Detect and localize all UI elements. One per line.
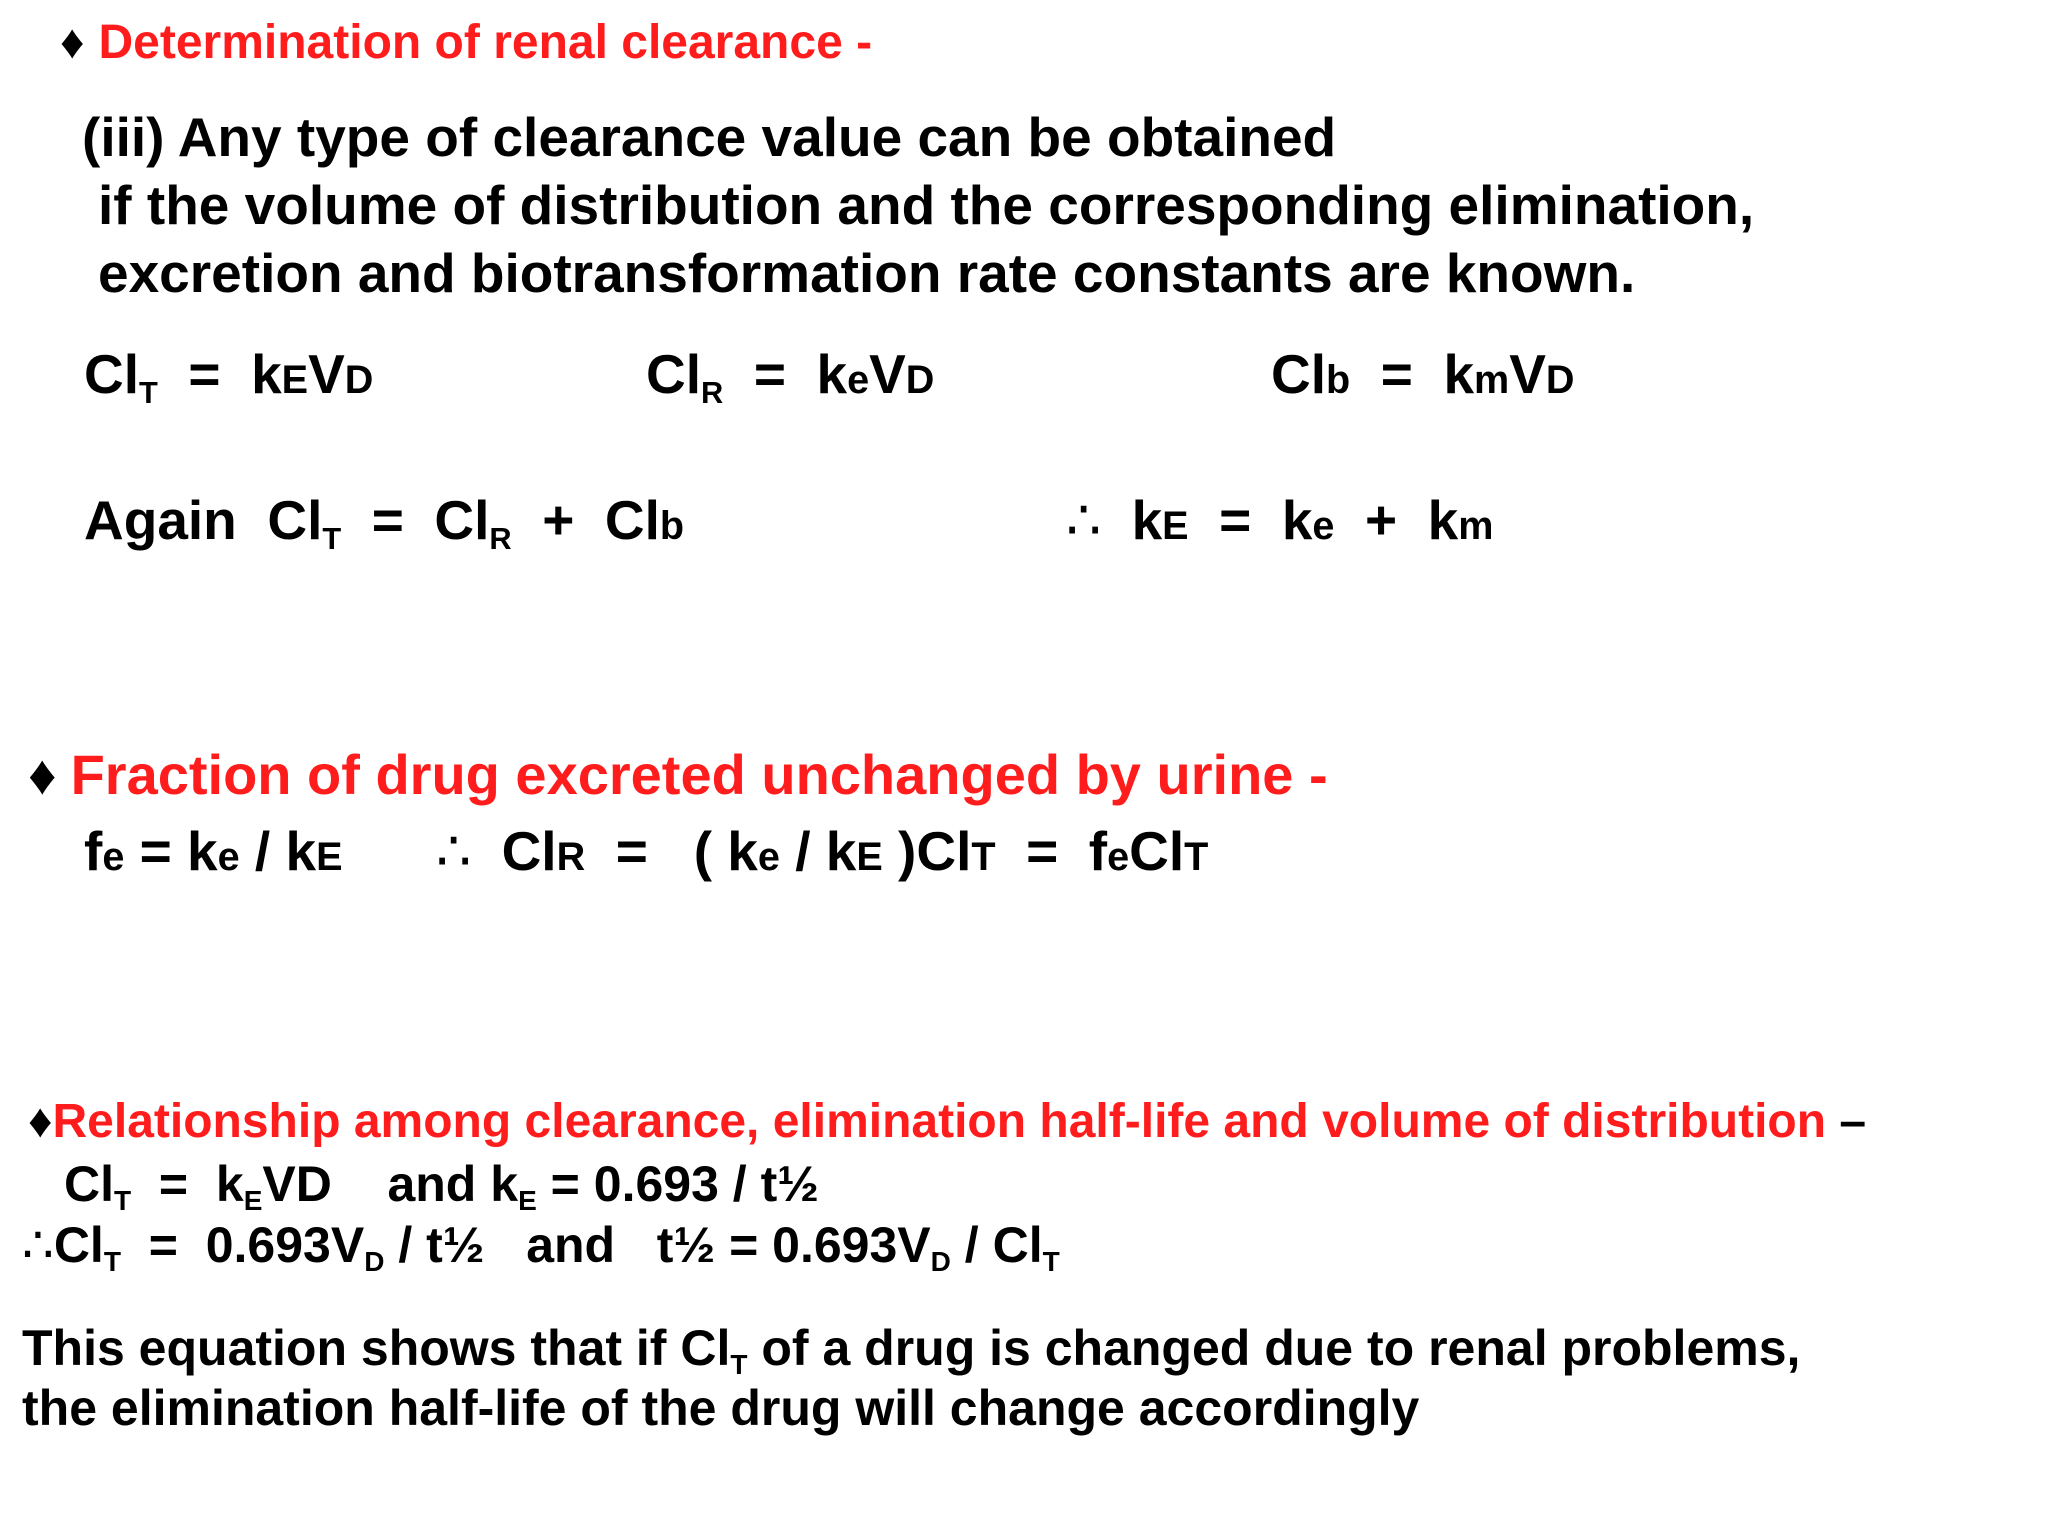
equation-biotransformation-clearance: Clb = kmVD	[1271, 343, 1575, 405]
diamond-bullet-icon: ♦	[28, 1095, 53, 1148]
point-line-1: (iii) Any type of clearance value can be obtained	[82, 106, 1337, 168]
equation-rate-constants: ∴ kE = ke + km	[1066, 488, 1494, 552]
diamond-bullet-icon: ♦	[28, 743, 57, 806]
equation-renal-from-fraction: ∴ ClR = ( ke / kE )ClT = feClT	[436, 819, 1209, 883]
point-line-3: excretion and biotransformation rate constants are known.	[98, 242, 1636, 304]
point-line-2: if the volume of distribution and the corresponding elimination,	[98, 174, 1755, 236]
equation-renal-clearance: $Cl_R$ = keVD	[646, 343, 935, 410]
heading-dash: –	[1839, 1095, 1867, 1148]
conclusion-line-1: This equation shows that if $Cl_T$ of a drug is changed due to renal problems,	[22, 1320, 1801, 1380]
conclusion-line-2: the elimination half-life of the drug will change accordingly	[22, 1380, 1420, 1436]
therefore-icon: ∴	[22, 1216, 54, 1274]
heading-text: Fraction of drug excreted unchanged by urine -	[70, 743, 1328, 806]
renal-clearance-heading	[60, 16, 872, 70]
fraction-excreted-heading	[28, 744, 1328, 806]
equation-clearance-and-halflife: $Cl_T = k_EVD$ and $k_E = 0.693$ / t½	[64, 1156, 819, 1216]
heading-text: Relationship among clearance, elimination half-life and volume of distribution	[52, 1095, 1827, 1148]
relationship-heading	[28, 1095, 1866, 1149]
diamond-bullet-icon: ♦	[60, 16, 85, 69]
equation-again-sum: Again $Cl_T = Cl_R$ + Clb	[84, 489, 685, 556]
therefore-icon: ∴	[436, 819, 471, 883]
therefore-icon: ∴	[1066, 488, 1101, 552]
equation-fraction-excreted: fe = ke / kE	[84, 820, 343, 882]
equation-halflife-relation: $\therefore Cl_T = 0.693V_D$ / t½ and t½ = $0.693V_D / Cl_T$	[22, 1216, 1060, 1277]
heading-text: Determination of renal clearance -	[98, 16, 873, 69]
equation-total-clearance: $Cl_T$ = kEVD	[84, 343, 374, 410]
